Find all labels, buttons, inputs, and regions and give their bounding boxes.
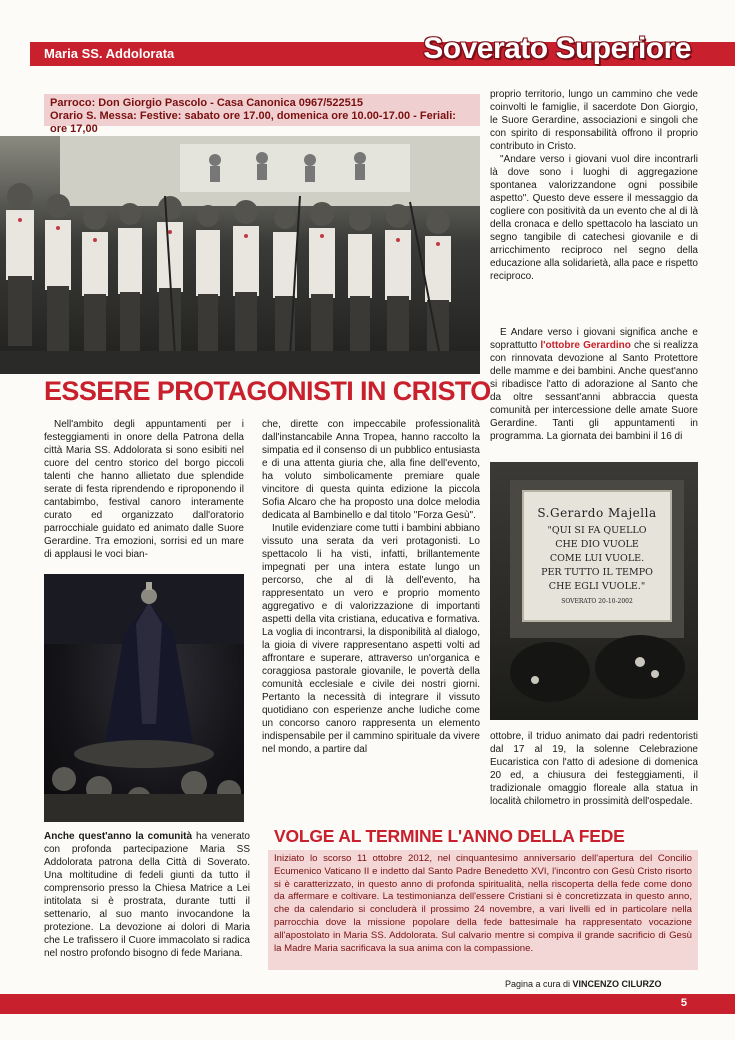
- article-column-3-continued: [490, 326, 698, 443]
- article-paragraph: "Andare verso i giovani vuol dire incontrarli là dove sono i luoghi di aggregazione spontanea valorizzandone ogni possibile aspetto". Questo deve essere il messaggio da cogliere con positività da un evento che al di là della cronaca e dello spettacolo ha lasciato un segno tangibile di catechesi giovanile e di arricchimento reciproco nel segno della educazione alla solidarietà, alla pace e rispetto reciproco.: [490, 154, 698, 282]
- faith-year-title: VOLGE AL TERMINE L'ANNO DELLA FEDE: [274, 826, 625, 846]
- caption-lead: Anche quest'anno la comunità: [44, 831, 193, 842]
- article-column-3: [490, 88, 698, 283]
- page-title: Soverato Superiore: [423, 32, 691, 65]
- article-column-3-end: [490, 730, 698, 808]
- plaque-photo: [490, 462, 698, 720]
- parroco-line: Parroco: Don Giorgio Pascolo - Casa Canonica 0967/522515: [50, 97, 364, 109]
- highlight-ottobre-gerardino: l'ottobre Gerardino: [540, 340, 631, 351]
- article-column-2: [262, 418, 480, 756]
- memorial-plaque: [522, 490, 672, 622]
- paragraph-text: E Andare verso i giovani significa anche e soprattutto: [490, 327, 698, 351]
- page-number: 5: [680, 997, 687, 1009]
- article-paragraph: Nell'ambito degli appuntamenti per i festeggiamenti in onore della Patrona della città Maria SS. Addolorata si sono esibiti nel cuore del centro storico del borgo piccoli talenti che hanno allietato due splendide serate di festa riprendendo e riproponendo il cantabimbo, festival canoro interamente curato ed organizzato dall'oratorio parrocchiale guidato ed animato dalle Suore Gerardine. Tra emozioni, sorrisi ed un mare di applausi le voci bian-: [44, 419, 244, 560]
- plaque-line: PER TUTTO IL TEMPO: [541, 567, 653, 578]
- article-paragraph: che, dirette con impeccabile professionalità dall'instancabile Anna Tropea, hanno raccolto la simpatia ed il consenso di un pubblico entusiasta e di una attenta giuria che, alla fine dell'evento, ha voluto simbolicamente premiare quale vincitore di questa quinta edizione la piccola Sofia Alcaro che ha proposto una dolce melodia dedicata al Bambinello e dal titolo "Forza Gesù".: [262, 419, 480, 521]
- article-paragraph: Inutile evidenziare come tutti i bambini abbiano vissuto una serata da veri protagonisti. Lo spettacolo li ha visti, infatti, brillantemente impegnati per una intera estate lungo un percorso, che al di là dell'evento, ha rappresentato un vero e proprio momento aggregativo e di valorizzazione di importanti aspetti della vita cristiana, educativa e formativa. La voglia di incontrarsi, la disponibilità al dialogo, la gioia di vivere rappresentano aspetti volti ad affrontare e superare, attraverso un'organica e coraggiosa pastorale giovanile, le povertà della comunità ecclesiale e civile dei nostri giorni. Pertanto la necessità di integrare il vissuto quotidiano con esperienze anche ludiche come un concorso canoro rappresenta un elemento indispensabile per il cammino spirituale da vivere nel mondo, a partire dal: [262, 523, 480, 755]
- orario-line: Orario S. Messa: Festive: sabato ore 17.00, domenica ore 10.00-17.00 - Feriali: ore 17,00: [50, 110, 456, 135]
- credit-label: Pagina a cura di: [505, 979, 573, 989]
- plaque-heading: S.Gerardo Majella: [537, 506, 657, 520]
- article-paragraph: [490, 326, 698, 443]
- parish-info-box: [44, 94, 480, 135]
- faith-year-text: Iniziato lo scorso 11 ottobre 2012, nel cinquantesimo anniversario dell'apertura del Concilio Ecumenico Vaticano II e indetto dal Santo Padre Benedetto XVI, l'incontro con Gesù Cristo risorto si è caratterizzato, in questo anno di profonda spiritualità, nella riscoperta della fede come dono da affermare e coltivare. La testimonianza dell'essere Cristiani si è concretizzata in questo anno, che da calendario si concluderà il prossimo 24 novembre, a vari livelli ed in particolare nella parrocchia dove la missione popolare della fede battesimale ha rappresentato vocazione all'apostolato in Maria SS. Addolorata. Sul calvario mentre si compiva il grande sacrificio di Gesù la Madre Maria sacrificava la sua anima con la compassione.: [274, 853, 692, 954]
- section-label: Maria SS. Addolorata: [44, 46, 175, 61]
- page-credit: [505, 979, 662, 989]
- plaque-line: COME LUI VUOLE.: [549, 553, 645, 564]
- faith-year-box: [268, 850, 698, 970]
- children-choir-photo: [0, 136, 480, 374]
- madonna-illustration: [44, 574, 244, 822]
- plaque-line: CHE DIO VUOLE: [555, 539, 639, 550]
- footer-bar: [0, 994, 735, 1014]
- madonna-caption: [44, 830, 250, 960]
- madonna-statue-photo: [44, 574, 244, 822]
- main-headline: ESSERE PROTAGONISTI IN CRISTO: [44, 376, 491, 406]
- article-paragraph: ottobre, il triduo animato dai padri redentoristi dal 17 al 19, la solenne Celebrazione Eucaristica con l'atto di adesione di domenica 20 ed, a chiusura dei festeggiamenti, il tradizionale omaggio floreale alla statua in località chilometro in prossimità dell'ospedale.: [490, 731, 698, 807]
- choir-illustration: [0, 136, 480, 374]
- plaque-line: CHE EGLI VUOLE.": [548, 581, 646, 592]
- article-paragraph: proprio territorio, lungo un cammino che vede coinvolti le famiglie, il sacerdote Don Giorgio, le Suore Gerardine, associazioni e singoli che con spirito di responsabilità offrono il proprio contributo in Cristo.: [490, 89, 698, 152]
- credit-name: VINCENZO CILURZO: [572, 979, 662, 989]
- paragraph-text: che si realizza con rinnovata devozione al Santo Protettore delle mamme e dei bambini. Anche quest'anno si ribadisce l'atto di adorazione al Santo che da oltre sessant'anni abbraccia questa comunità per intercessione delle amate Suore Gerardine. Tanti gli appuntamenti in programma. La giornata dei bambini il 16 di: [490, 340, 699, 442]
- caption-text: ha venerato con profonda partecipazione Maria SS Addolorata patrona della Città di Soverato. Una moltitudine di fedeli giunti da tutto il comprensorio presso la Chiesa Matrice a Lei intitolata si è prostrata, durante tutti il settenario, al suo manto invocandone la protezione. La devozione ai dolori di Maria che Le trafissero il Cuore immacolato si radica nel nostro profondo bisogno di fede Mariana.: [44, 831, 250, 959]
- plaque-date: SOVERATO 20-10-2002: [561, 598, 633, 605]
- article-column-1: [44, 418, 244, 561]
- plaque-line: "QUI SI FA QUELLO: [547, 525, 647, 536]
